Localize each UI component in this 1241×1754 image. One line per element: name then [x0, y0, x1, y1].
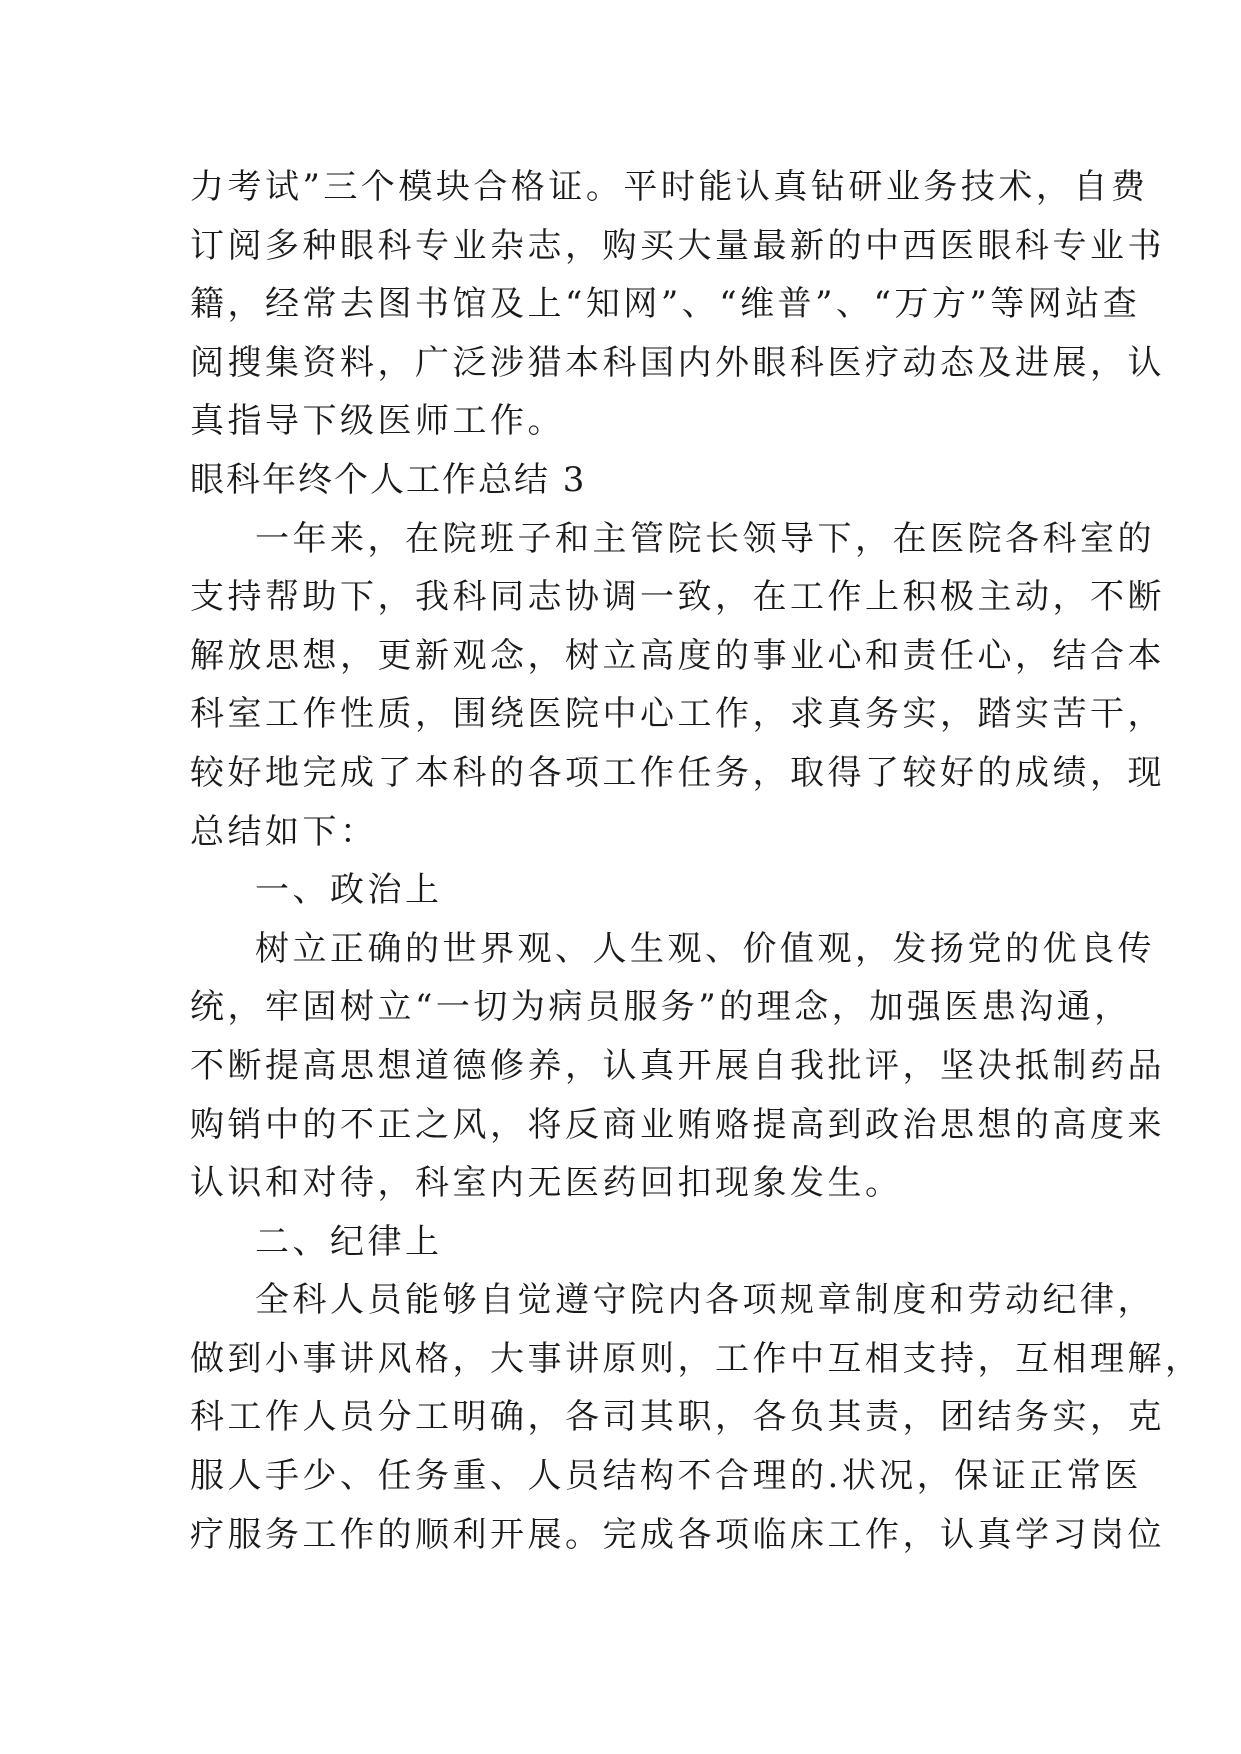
- paragraph-line: 支持帮助下，我科同志协调一致，在工作上积极主动，不断: [190, 577, 1165, 618]
- paragraph-line: 全科人员能够自觉遵守院内各项规章制度和劳动纪律，: [255, 1280, 1155, 1321]
- paragraph-line: 订阅多种眼科专业杂志，购买大量最新的中西医眼科专业书: [190, 225, 1165, 266]
- paragraph-line: 不断提高思想道德修养，认真开展自我批评，坚决抵制药品: [190, 1045, 1165, 1086]
- paragraph-line: 解放思想，更新观念，树立高度的事业心和责任心，结合本: [190, 635, 1165, 676]
- paragraph-line: 总结如下：: [190, 811, 378, 852]
- subheading-politics: 一、政治上: [255, 870, 443, 911]
- paragraph-line: 疗服务工作的顺利开展。完成各项临床工作，认真学习岗位: [190, 1514, 1165, 1555]
- paragraph-line: 科室工作性质，围绕医院中心工作，求真务实，踏实苦干，: [190, 694, 1165, 735]
- paragraph-line: 做到小事讲风格，大事讲原则，工作中互相支持，互相理解，: [190, 1338, 1203, 1379]
- paragraph-line: 服人手少、任务重、人员结构不合理的.状况，保证正常医: [190, 1456, 1142, 1497]
- paragraph-line: 统，牢固树立“一切为病员服务”的理念，加强医患沟通，: [190, 987, 1132, 1028]
- paragraph-line: 一年来，在院班子和主管院长领导下，在医院各科室的: [255, 518, 1155, 559]
- paragraph-line: 科工作人员分工明确，各司其职，各负其责，团结务实，克: [190, 1397, 1165, 1438]
- paragraph-line: 较好地完成了本科的各项工作任务，取得了较好的成绩，现: [190, 752, 1165, 793]
- paragraph-line: 真指导下级医师工作。: [190, 401, 565, 442]
- document-body: [190, 158, 1203, 1564]
- paragraph-line: 树立正确的世界观、人生观、价值观，发扬党的优良传: [255, 928, 1155, 969]
- paragraph-line: 认识和对待，科室内无医药回扣现象发生。: [190, 1163, 903, 1204]
- paragraph-line: 购销中的不正之风，将反商业贿赂提高到政治思想的高度来: [190, 1104, 1165, 1145]
- subheading-discipline: 二、纪律上: [255, 1221, 443, 1262]
- paragraph-line: 籍，经常去图书馆及上“知网”、“维普”、“万方”等网站查: [190, 284, 1141, 325]
- paragraph-line: 阅搜集资料，广泛涉猎本科国内外眼科医疗动态及进展，认: [190, 342, 1165, 383]
- section-title: 眼科年终个人工作总结 3: [190, 459, 587, 500]
- paragraph-line: 力考试”三个模块合格证。平时能认真钻研业务技术，自费: [190, 167, 1149, 207]
